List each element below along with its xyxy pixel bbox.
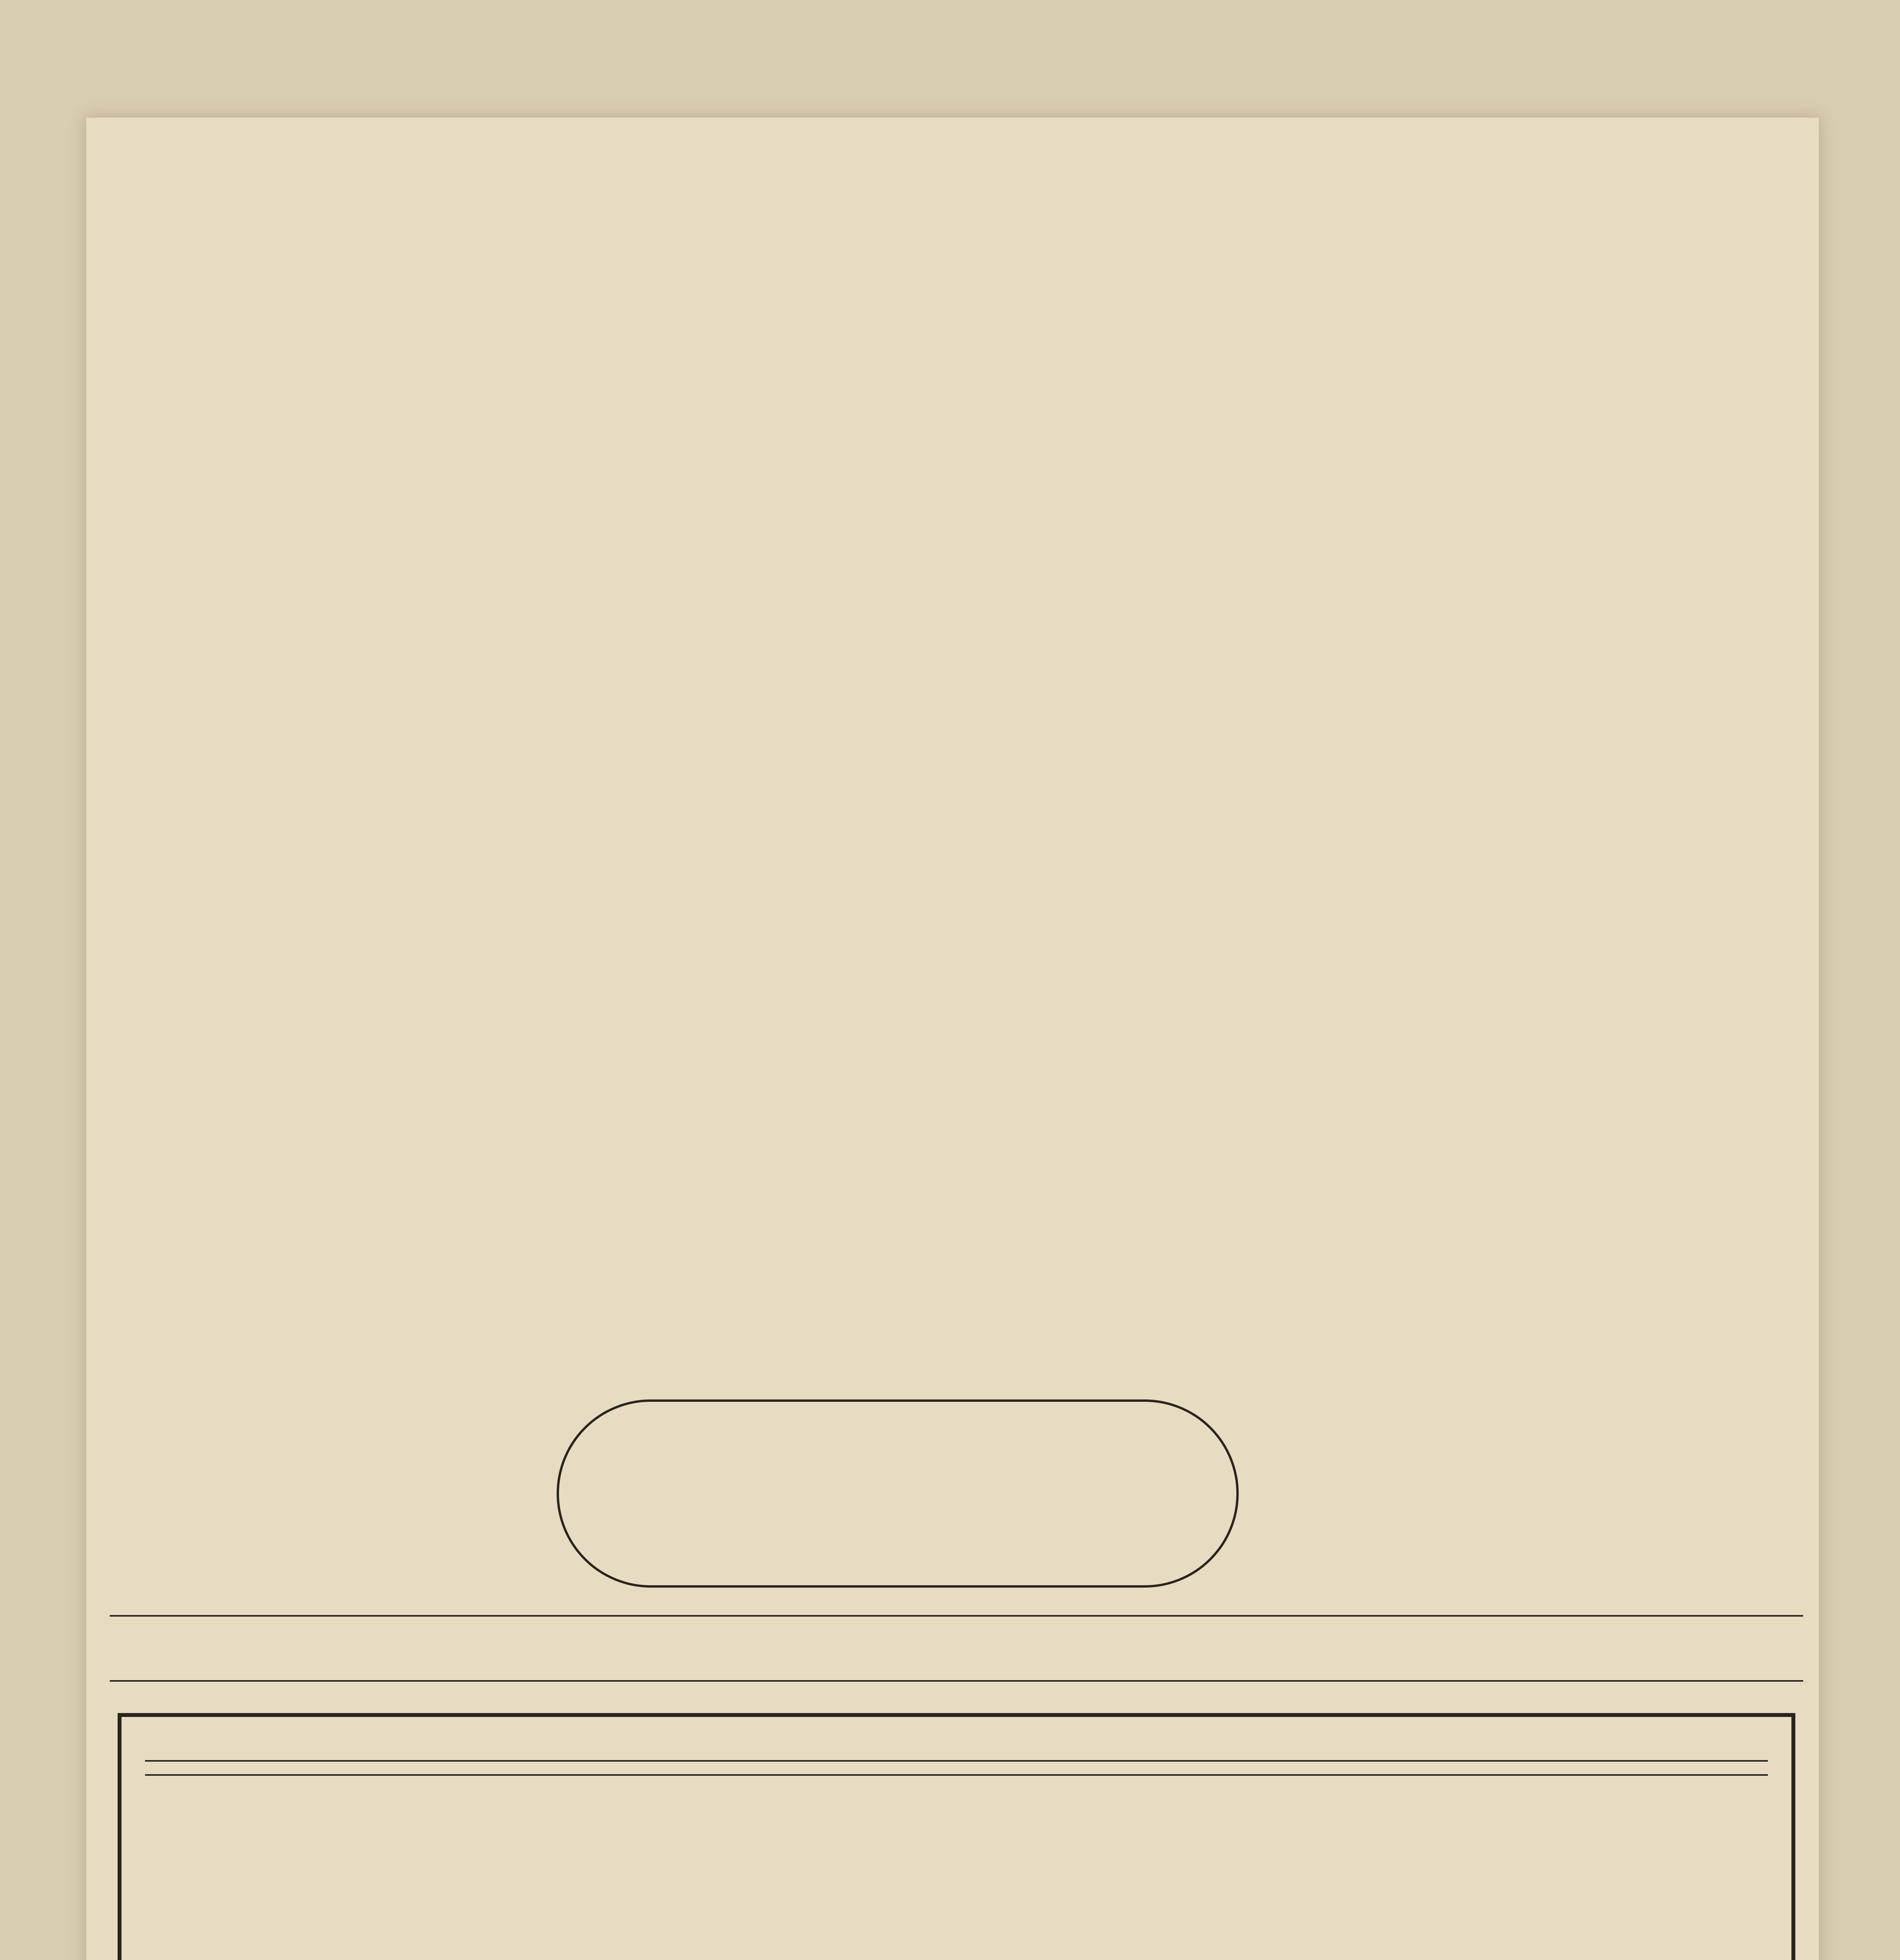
bank-firm-line	[145, 1760, 1768, 1776]
book-row	[110, 1648, 1803, 1679]
book-announcements	[110, 1615, 1803, 1682]
schiller-fashion-ad	[557, 1399, 1239, 1588]
bourse-report	[118, 1713, 1795, 1960]
ad-columns	[122, 133, 1787, 1458]
book-row	[110, 1617, 1803, 1648]
newspaper-page	[86, 118, 1819, 1960]
